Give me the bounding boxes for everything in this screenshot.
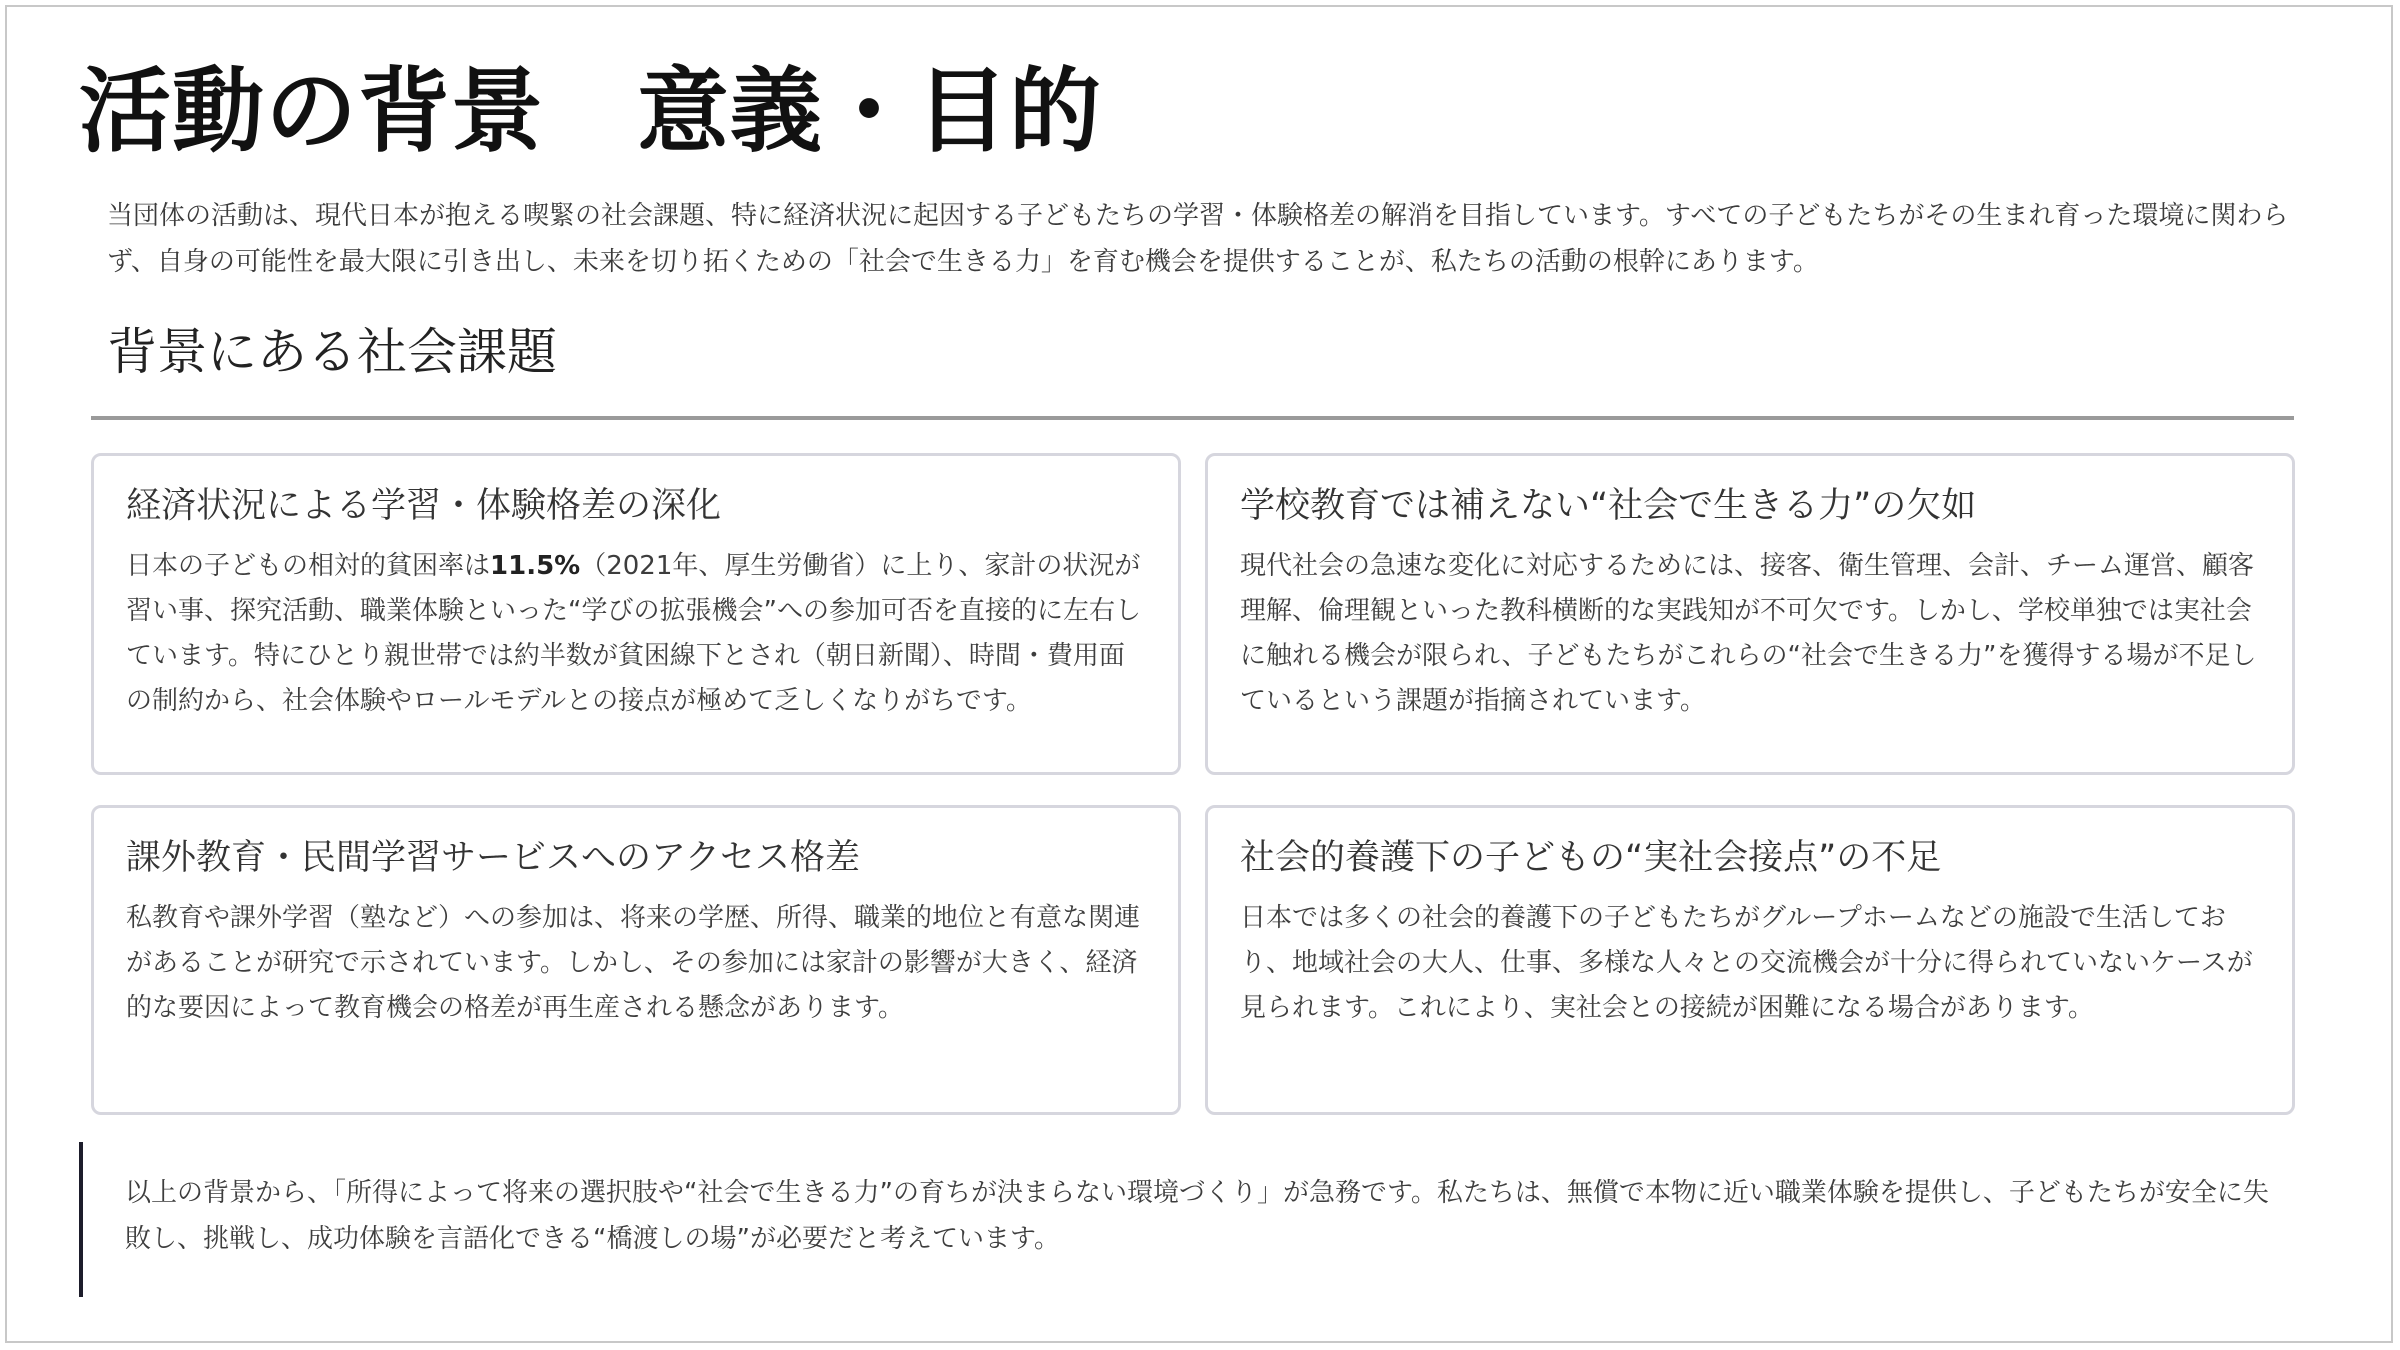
intro-paragraph: 当団体の活動は、現代日本が抱える喫緊の社会課題、特に経済状況に起因する子どもたちの学習・体験格差の解消を目指しています。すべての子どもたちがその生まれ育った環境に関わらず、自身の可能性を最大限に引き出し、未来を切り拓くための「社会で生きる力」を育む機会を提供することが、私たちの活動の根幹にあります。 [107, 201, 2289, 277]
slide-frame [5, 5, 2393, 1343]
issue-card-access-gap [91, 805, 1181, 1115]
card-title: 経済状況による学習・体験格差の深化 [126, 486, 722, 526]
page-title: 活動の背景 意義・目的 [79, 58, 1103, 165]
issue-card-social-care [1205, 805, 2295, 1115]
card-body: 日本では多くの社会的養護下の子どもたちがグループホームなどの施設で生活しており、地域社会の大人、仕事、多様な人々との交流機会が十分に得られていないケースが見られます。これにより、実社会との接続が困難になる場合があります。 [1240, 903, 2253, 1023]
card-body: 私教育や課外学習（塾など）への参加は、将来の学歴、所得、職業的地位と有意な関連があることが研究で示されています。しかし、その参加には家計の影響が大きく、経済的な要因によって教育機会の格差が再生産される懸念があります。 [126, 903, 1141, 1023]
card-title: 学校教育では補えない“社会で生きる力”の欠如 [1240, 486, 1977, 526]
card-body-text: 日本の子どもの相対的貧困率は [126, 551, 491, 581]
section-divider [91, 416, 2294, 420]
card-title: 社会的養護下の子どもの“実社会接点”の不足 [1240, 838, 1942, 878]
card-title: 課外教育・民間学習サービスへのアクセス格差 [126, 838, 860, 878]
card-body [126, 544, 1148, 724]
conclusion-text: 以上の背景から、「所得によって将来の選択肢や“社会で生きる力”の育ちが決まらない環境づくり」が急務です。私たちは、無償で本物に近い職業体験を提供し、子どもたちが安全に失敗し、挑戦し、成功体験を言語化できる“橋渡しの場”が必要だと考えています。 [125, 1178, 2269, 1254]
poverty-rate-value: 11.5% [490, 551, 581, 581]
issue-card-learning-gap [91, 453, 1181, 775]
card-body-text: （2021年、厚生労働省）に上り、家計の状況が習い事、探究活動、職業体験といった“学びの拡張機会”への参加可否を直接的に左右しています。特にひとり親世帯では約半数が貧困線下とされ（朝日新聞）、時間・費用面の制約から、社会体験やロールモデルとの接点が極めて乏しくなりがちです。 [126, 551, 1141, 716]
conclusion-quote [79, 1142, 2309, 1297]
issue-card-life-skills [1205, 453, 2295, 775]
card-body: 現代社会の急速な変化に対応するためには、接客、衛生管理、会計、チーム運営、顧客理解、倫理観といった教科横断的な実践知が不可欠です。しかし、学校単独では実社会に触れる機会が限られ、子どもたちがこれらの“社会で生きる力”を獲得する場が不足しているという課題が指摘されています。 [1240, 551, 2257, 716]
section-heading: 背景にある社会課題 [107, 323, 557, 381]
